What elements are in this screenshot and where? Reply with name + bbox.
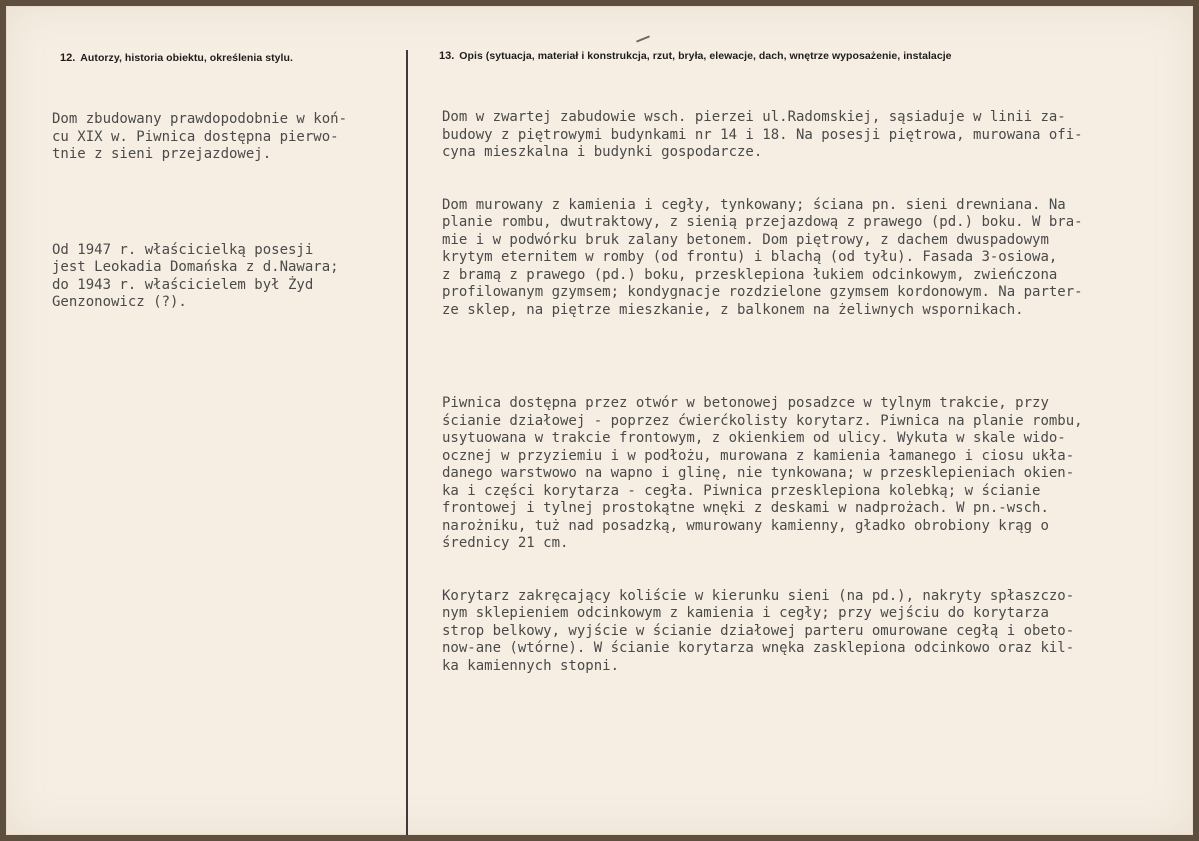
- section-12-paragraph: Dom zbudowany prawdopodobnie w koń- cu XIX w. Piwnica dostępna pierwo- tnie z sieni przejazdowej.: [52, 111, 348, 162]
- section-12-typed-text: [52, 76, 347, 347]
- section-12-label: Autorzy, historia obiektu, określenia stylu.: [80, 52, 293, 64]
- section-12-number: 12.: [60, 52, 76, 64]
- section-13-typed-text: [442, 74, 1083, 710]
- form-sheet: [6, 6, 1193, 835]
- section-13-paragraph: Korytarz zakręcający koliście w kierunku sieni (na pd.), nakryty spłaszczo- nym sklepieniem odcinkowym z kamienia i cegły; przy wejściu do korytarza strop belkowy, wyjście w ścianie działowej parteru omurowane cegłą i obeto- now-ane (wtórne). W ścianie korytarza wnęka zasklepiona odcinkowo oraz kil- ka kamiennych stopni.: [442, 587, 1075, 674]
- section-13-label: Opis (sytuacja, materiał i konstrukcja, rzut, bryła, elewacje, dach, wnętrze wyposażenie, instalacje: [459, 50, 952, 62]
- column-divider: [406, 50, 408, 835]
- section-13-paragraph: Dom murowany z kamienia i cegły, tynkowany; ściana pn. sieni drewniana. Na planie rombu, dwutraktowy, z sienią przejazdową z prawego (pd.) boku. W bra- mie i w podwórku bruk zalany betonem. Dom piętrowy, z dachem dwuspadowym krytym eternitem w romby (od frontu) i blachą (od tyłu). Fasada 3-osiowa, z bramą z prawego (pd.) boku, przesklepiona łukiem odcinkowym, zwieńczona profilowanym gzymsem; kondygnacje rozdzielone gzymsem kordonowym. Na parter- ze sklep, na piętrze mieszkanie, z balkonem na żeliwnych wspornikach.: [442, 196, 1083, 318]
- section-12-heading: [60, 52, 293, 64]
- section-13-number: 13.: [439, 50, 455, 62]
- section-12-paragraph: Od 1947 r. właścicielką posesji jest Leokadia Domańska z d.Nawara; do 1943 r. właścicielem był Żyd Genzonowicz (?).: [52, 241, 339, 310]
- pencil-mark: [636, 35, 650, 42]
- section-13-paragraph: Piwnica dostępna przez otwór w betonowej posadzce w tylnym trakcie, przy ścianie działowej - poprzez ćwierćkolisty korytarz. Piwnica na planie rombu, usytuowana w trakcie frontowym, z okienkiem od ulicy. Wykuta w skale wido- ocznej w przyziemiu i w podłożu, murowana z kamienia łamanego i ciosu ukła- danego warstwowo na wapno i glinę, nie tynkowana; w przesklepieniach okien- ka i części korytarza - cegła. Piwnica przesklepiona kolebką; w ścianie frontowej i tylnej prostokątne wnęki z deskami w nadprożach. W pn.-wsch. narożniku, tuż nad posadzką, wmurowany kamienny, gładko obrobiony krąg o średnicy 21 cm.: [442, 395, 1083, 551]
- section-13-paragraph: Dom w zwartej zabudowie wsch. pierzei ul.Radomskiej, sąsiaduje w linii za- budowy z piętrowymi budynkami nr 14 i 18. Na posesji piętrowa, murowana ofi- cyna mieszkalna i budynki gospodarcze.: [442, 109, 1083, 160]
- section-13-heading: [439, 50, 952, 62]
